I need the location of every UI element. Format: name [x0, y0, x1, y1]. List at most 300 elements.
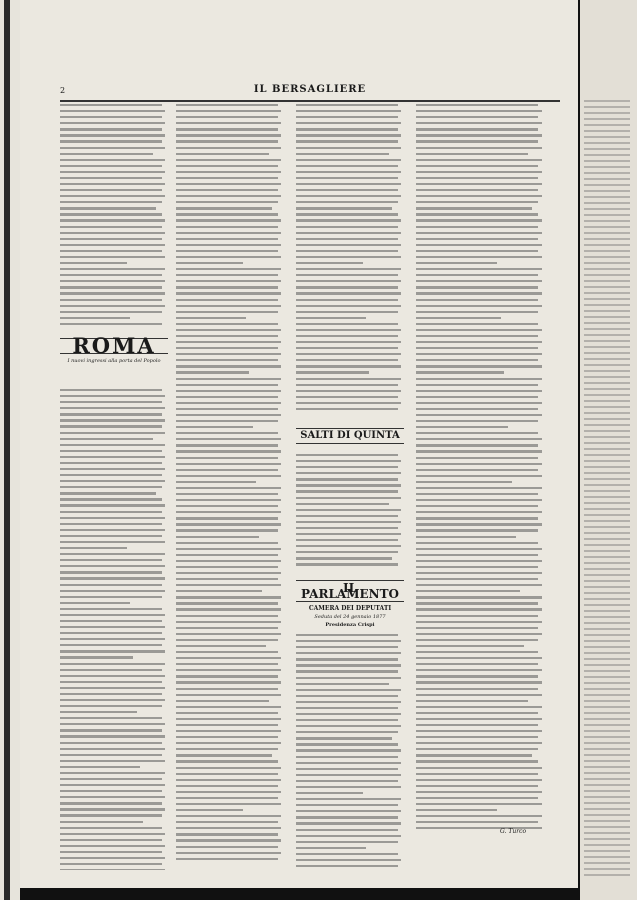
- text-line: [176, 833, 278, 835]
- text-line: [296, 816, 398, 818]
- text-line: [60, 395, 165, 397]
- text-line: [296, 521, 401, 523]
- text-line: [296, 780, 398, 782]
- text-line: [296, 226, 398, 228]
- text-line: [416, 469, 538, 471]
- text-line: [60, 159, 165, 161]
- text-line: [296, 390, 401, 392]
- text-line: [416, 724, 538, 726]
- text-line: [176, 499, 281, 501]
- text-line: [176, 681, 281, 683]
- text-line: [176, 408, 278, 410]
- text-line: [416, 299, 538, 301]
- text-line: [416, 706, 542, 708]
- text-line: [296, 829, 398, 831]
- text-line: [176, 523, 281, 525]
- text-line: [584, 148, 630, 150]
- text-line: [176, 365, 281, 367]
- text-line: [176, 189, 278, 191]
- text-line: [584, 688, 630, 690]
- article-text-block: [416, 104, 546, 833]
- text-line: [584, 478, 630, 480]
- text-line: [176, 177, 278, 179]
- column-3: [296, 104, 404, 870]
- text-line: [584, 178, 630, 180]
- text-line: [60, 705, 162, 707]
- text-line: [584, 766, 630, 768]
- text-line: [60, 438, 153, 440]
- text-line: [176, 815, 281, 817]
- text-line: [584, 412, 630, 414]
- text-line: [60, 213, 162, 215]
- text-line: [176, 469, 278, 471]
- text-line: [60, 183, 165, 185]
- text-line: [60, 827, 162, 829]
- text-line: [60, 553, 165, 555]
- text-line: [296, 652, 401, 654]
- text-line: [60, 432, 165, 434]
- text-line: [60, 268, 165, 270]
- text-line: [584, 316, 630, 318]
- text-line: [176, 153, 269, 155]
- text-line: [416, 378, 542, 380]
- text-line: [296, 503, 389, 505]
- text-line: [176, 773, 278, 775]
- article-text-block: [60, 104, 168, 329]
- text-line: [296, 634, 398, 636]
- text-line: [60, 742, 162, 744]
- text-line: [296, 774, 401, 776]
- text-line: [584, 184, 630, 186]
- text-line: [416, 760, 538, 762]
- text-line: [60, 821, 143, 823]
- text-line: [296, 466, 398, 468]
- text-line: [584, 664, 630, 666]
- text-line: [416, 244, 542, 246]
- text-line: [176, 384, 278, 386]
- text-line: [176, 748, 278, 750]
- text-line: [416, 317, 501, 319]
- text-line: [584, 430, 630, 432]
- article-text-block: [176, 104, 284, 864]
- text-line: [296, 213, 398, 215]
- text-line: [296, 305, 401, 307]
- text-line: [60, 122, 165, 124]
- text-line: [176, 378, 281, 380]
- text-line: [416, 183, 542, 185]
- text-line: [416, 596, 542, 598]
- text-line: [60, 778, 162, 780]
- text-line: [584, 784, 630, 786]
- text-line: [60, 608, 162, 610]
- text-line: [584, 556, 630, 558]
- roma-heading: ROMA: [72, 333, 156, 358]
- session-date: Seduta del 24 gennaio 1877: [314, 614, 386, 621]
- text-line: [296, 509, 401, 511]
- text-line: [416, 177, 538, 179]
- text-line: [584, 328, 630, 330]
- text-line: [176, 566, 278, 568]
- text-line: [584, 220, 630, 222]
- text-line: [296, 128, 398, 130]
- text-line: [584, 232, 630, 234]
- text-line: [176, 305, 281, 307]
- text-line: [60, 748, 165, 750]
- text-line: [296, 347, 398, 349]
- text-line: [60, 687, 165, 689]
- text-line: [176, 639, 278, 641]
- text-line: [416, 663, 538, 665]
- text-line: [584, 124, 630, 126]
- text-line: [584, 646, 630, 648]
- text-line: [584, 772, 630, 774]
- text-line: [296, 792, 363, 794]
- text-line: [416, 542, 538, 544]
- text-line: [60, 189, 162, 191]
- text-line: [176, 426, 253, 428]
- text-line: [584, 736, 630, 738]
- text-line: [296, 670, 398, 672]
- text-line: [584, 130, 630, 132]
- article-text-block: [296, 454, 404, 569]
- text-line: [584, 202, 630, 204]
- text-line: [584, 322, 630, 324]
- text-line: [176, 821, 278, 823]
- text-line: [60, 675, 165, 677]
- text-line: [296, 756, 398, 758]
- text-line: [296, 171, 401, 173]
- text-line: [584, 388, 630, 390]
- text-line: [60, 620, 162, 622]
- parlamento-heading: IL PARLAMENTO: [301, 581, 399, 602]
- text-line: [60, 462, 162, 464]
- text-line: [584, 742, 630, 744]
- text-line: [60, 699, 165, 701]
- text-line: [584, 400, 630, 402]
- text-line: [416, 140, 538, 142]
- text-line: [60, 845, 165, 847]
- text-line: [584, 436, 630, 438]
- text-line: [416, 736, 538, 738]
- text-line: [416, 627, 538, 629]
- text-line: [296, 472, 401, 474]
- text-line: [60, 305, 165, 307]
- text-line: [296, 153, 389, 155]
- text-line: [584, 502, 630, 504]
- text-line: [60, 286, 162, 288]
- text-line: [60, 468, 165, 470]
- text-line: [176, 450, 281, 452]
- text-line: [584, 604, 630, 606]
- text-line: [416, 602, 538, 604]
- text-line: [416, 165, 538, 167]
- text-line: [60, 614, 165, 616]
- text-line: [176, 250, 278, 252]
- text-line: [584, 814, 630, 816]
- text-line: [176, 694, 281, 696]
- text-line: [296, 804, 398, 806]
- adjacent-page-edge: [580, 0, 637, 900]
- text-line: [296, 177, 398, 179]
- text-line: [584, 532, 630, 534]
- text-line: [584, 844, 630, 846]
- text-line: [60, 808, 165, 810]
- text-line: [176, 347, 278, 349]
- text-line: [584, 406, 630, 408]
- text-line: [584, 256, 630, 258]
- masthead-title: IL BERSAGLIERE: [253, 84, 367, 95]
- text-line: [176, 791, 281, 793]
- text-line: [416, 159, 542, 161]
- text-line: [60, 754, 162, 756]
- text-line: [416, 171, 542, 173]
- text-line: [416, 572, 542, 574]
- text-line: [296, 689, 401, 691]
- text-line: [176, 700, 269, 702]
- text-line: [60, 851, 162, 853]
- text-line: [584, 172, 630, 174]
- text-line: [584, 862, 630, 864]
- text-line: [416, 779, 542, 781]
- text-line: [584, 592, 630, 594]
- text-line: [60, 656, 133, 658]
- text-line: [176, 542, 278, 544]
- text-line: [176, 238, 278, 240]
- text-line: [176, 274, 278, 276]
- text-line: [296, 478, 398, 480]
- text-line: [416, 116, 538, 118]
- text-line: [584, 508, 630, 510]
- text-line: [176, 359, 278, 361]
- text-line: [584, 550, 630, 552]
- text-line: [296, 646, 398, 648]
- text-line: [416, 463, 542, 465]
- text-line: [584, 574, 630, 576]
- text-line: [584, 868, 630, 870]
- text-line: [584, 484, 630, 486]
- text-line: [416, 767, 542, 769]
- text-line: [416, 323, 538, 325]
- column-2: [176, 104, 284, 870]
- text-line: [296, 238, 398, 240]
- salti-heading: SALTI DI QUINTA: [300, 430, 400, 441]
- text-line: [584, 118, 630, 120]
- text-line: [416, 292, 542, 294]
- text-line: [60, 299, 162, 301]
- text-line: [584, 808, 630, 810]
- text-line: [296, 378, 401, 380]
- text-line: [584, 250, 630, 252]
- text-line: [176, 651, 278, 653]
- text-line: [296, 140, 398, 142]
- text-line: [176, 244, 281, 246]
- text-line: [584, 610, 630, 612]
- text-line: [296, 810, 401, 812]
- text-line: [296, 545, 401, 547]
- text-line: [584, 856, 630, 858]
- text-line: [60, 766, 140, 768]
- text-line: [176, 329, 281, 331]
- text-line: [416, 487, 542, 489]
- text-line: [60, 590, 165, 592]
- text-line: [60, 796, 165, 798]
- text-line: [176, 226, 278, 228]
- text-line: [584, 700, 630, 702]
- text-line: [584, 652, 630, 654]
- text-line: [584, 568, 630, 570]
- text-line: [584, 358, 630, 360]
- text-line: [416, 730, 542, 732]
- text-line: [60, 280, 165, 282]
- text-line: [416, 475, 542, 477]
- text-line: [296, 695, 398, 697]
- text-line: [60, 602, 130, 604]
- text-line: [584, 706, 630, 708]
- text-line: [296, 515, 398, 517]
- text-line: [176, 724, 278, 726]
- text-line: [296, 701, 401, 703]
- text-line: [176, 663, 278, 665]
- text-line: [296, 292, 401, 294]
- text-line: [60, 857, 165, 859]
- text-line: [584, 364, 630, 366]
- text-line: [60, 681, 162, 683]
- text-line: [296, 232, 401, 234]
- text-line: [584, 286, 630, 288]
- text-line: [296, 664, 401, 666]
- text-line: [416, 432, 538, 434]
- text-line: [296, 798, 401, 800]
- text-line: [176, 256, 281, 258]
- text-line: [176, 754, 272, 756]
- text-line: [296, 147, 401, 149]
- text-line: [416, 280, 542, 282]
- text-line: [296, 533, 401, 535]
- text-line: [584, 472, 630, 474]
- text-line: [416, 371, 504, 373]
- text-line: [296, 539, 398, 541]
- text-line: [176, 475, 281, 477]
- text-line: [296, 256, 401, 258]
- text-line: [60, 456, 165, 458]
- text-line: [176, 736, 278, 738]
- text-line: [176, 317, 246, 319]
- text-line: [584, 850, 630, 852]
- text-line: [416, 481, 512, 483]
- text-line: [416, 250, 538, 252]
- text-line: [584, 748, 630, 750]
- text-line: [176, 742, 281, 744]
- text-line: [60, 104, 162, 106]
- text-line: [416, 773, 538, 775]
- divider: [296, 428, 404, 429]
- text-line: [176, 390, 281, 392]
- text-line: [416, 791, 542, 793]
- text-line: [60, 401, 162, 403]
- text-line: [60, 839, 162, 841]
- text-line: [416, 268, 542, 270]
- text-line: [296, 189, 398, 191]
- text-line: [296, 244, 401, 246]
- text-line: [584, 262, 630, 264]
- text-line: [296, 841, 398, 843]
- text-line: [176, 232, 281, 234]
- text-line: [584, 100, 630, 102]
- text-line: [416, 645, 524, 647]
- text-line: [416, 450, 542, 452]
- text-line: [176, 827, 281, 829]
- article-text-block: [60, 389, 168, 870]
- text-line: [584, 190, 630, 192]
- text-line: [416, 688, 538, 690]
- text-line: [60, 735, 165, 737]
- text-line: [416, 335, 538, 337]
- text-line: [296, 497, 401, 499]
- text-line: [416, 219, 542, 221]
- text-line: [584, 526, 630, 528]
- text-line: [584, 724, 630, 726]
- text-line: [176, 371, 249, 373]
- text-line: [296, 865, 398, 867]
- text-line: [416, 396, 538, 398]
- text-line: [176, 633, 281, 635]
- text-line: [584, 154, 630, 156]
- text-line: [416, 286, 538, 288]
- text-line: [176, 171, 281, 173]
- text-line: [60, 244, 165, 246]
- text-line: [60, 219, 165, 221]
- text-line: [60, 292, 165, 294]
- text-line: [176, 463, 281, 465]
- text-line: [176, 213, 278, 215]
- text-line: [60, 760, 165, 762]
- text-line: [60, 833, 165, 835]
- text-line: [60, 723, 165, 725]
- text-line: [296, 768, 398, 770]
- text-line: [60, 717, 162, 719]
- text-line: [176, 803, 281, 805]
- text-line: [176, 584, 281, 586]
- text-line: [176, 852, 281, 854]
- text-line: [176, 706, 281, 708]
- text-line: [584, 166, 630, 168]
- text-line: [416, 700, 528, 702]
- text-line: [584, 874, 630, 876]
- text-line: [584, 544, 630, 546]
- text-line: [416, 499, 542, 501]
- text-line: [176, 116, 278, 118]
- text-line: [60, 323, 162, 325]
- text-line: [416, 305, 542, 307]
- text-line: [584, 586, 630, 588]
- text-line: [584, 496, 630, 498]
- text-line: [416, 615, 538, 617]
- text-line: [296, 640, 401, 642]
- text-line: [176, 195, 281, 197]
- text-line: [584, 490, 630, 492]
- text-line: [416, 754, 532, 756]
- text-line: [296, 317, 366, 319]
- text-line: [60, 128, 162, 130]
- text-line: [60, 523, 162, 525]
- text-line: [416, 195, 542, 197]
- text-line: [176, 675, 278, 677]
- text-line: [60, 147, 165, 149]
- text-line: [176, 335, 278, 337]
- text-line: [176, 839, 281, 841]
- text-line: [60, 577, 165, 579]
- text-line: [176, 536, 259, 538]
